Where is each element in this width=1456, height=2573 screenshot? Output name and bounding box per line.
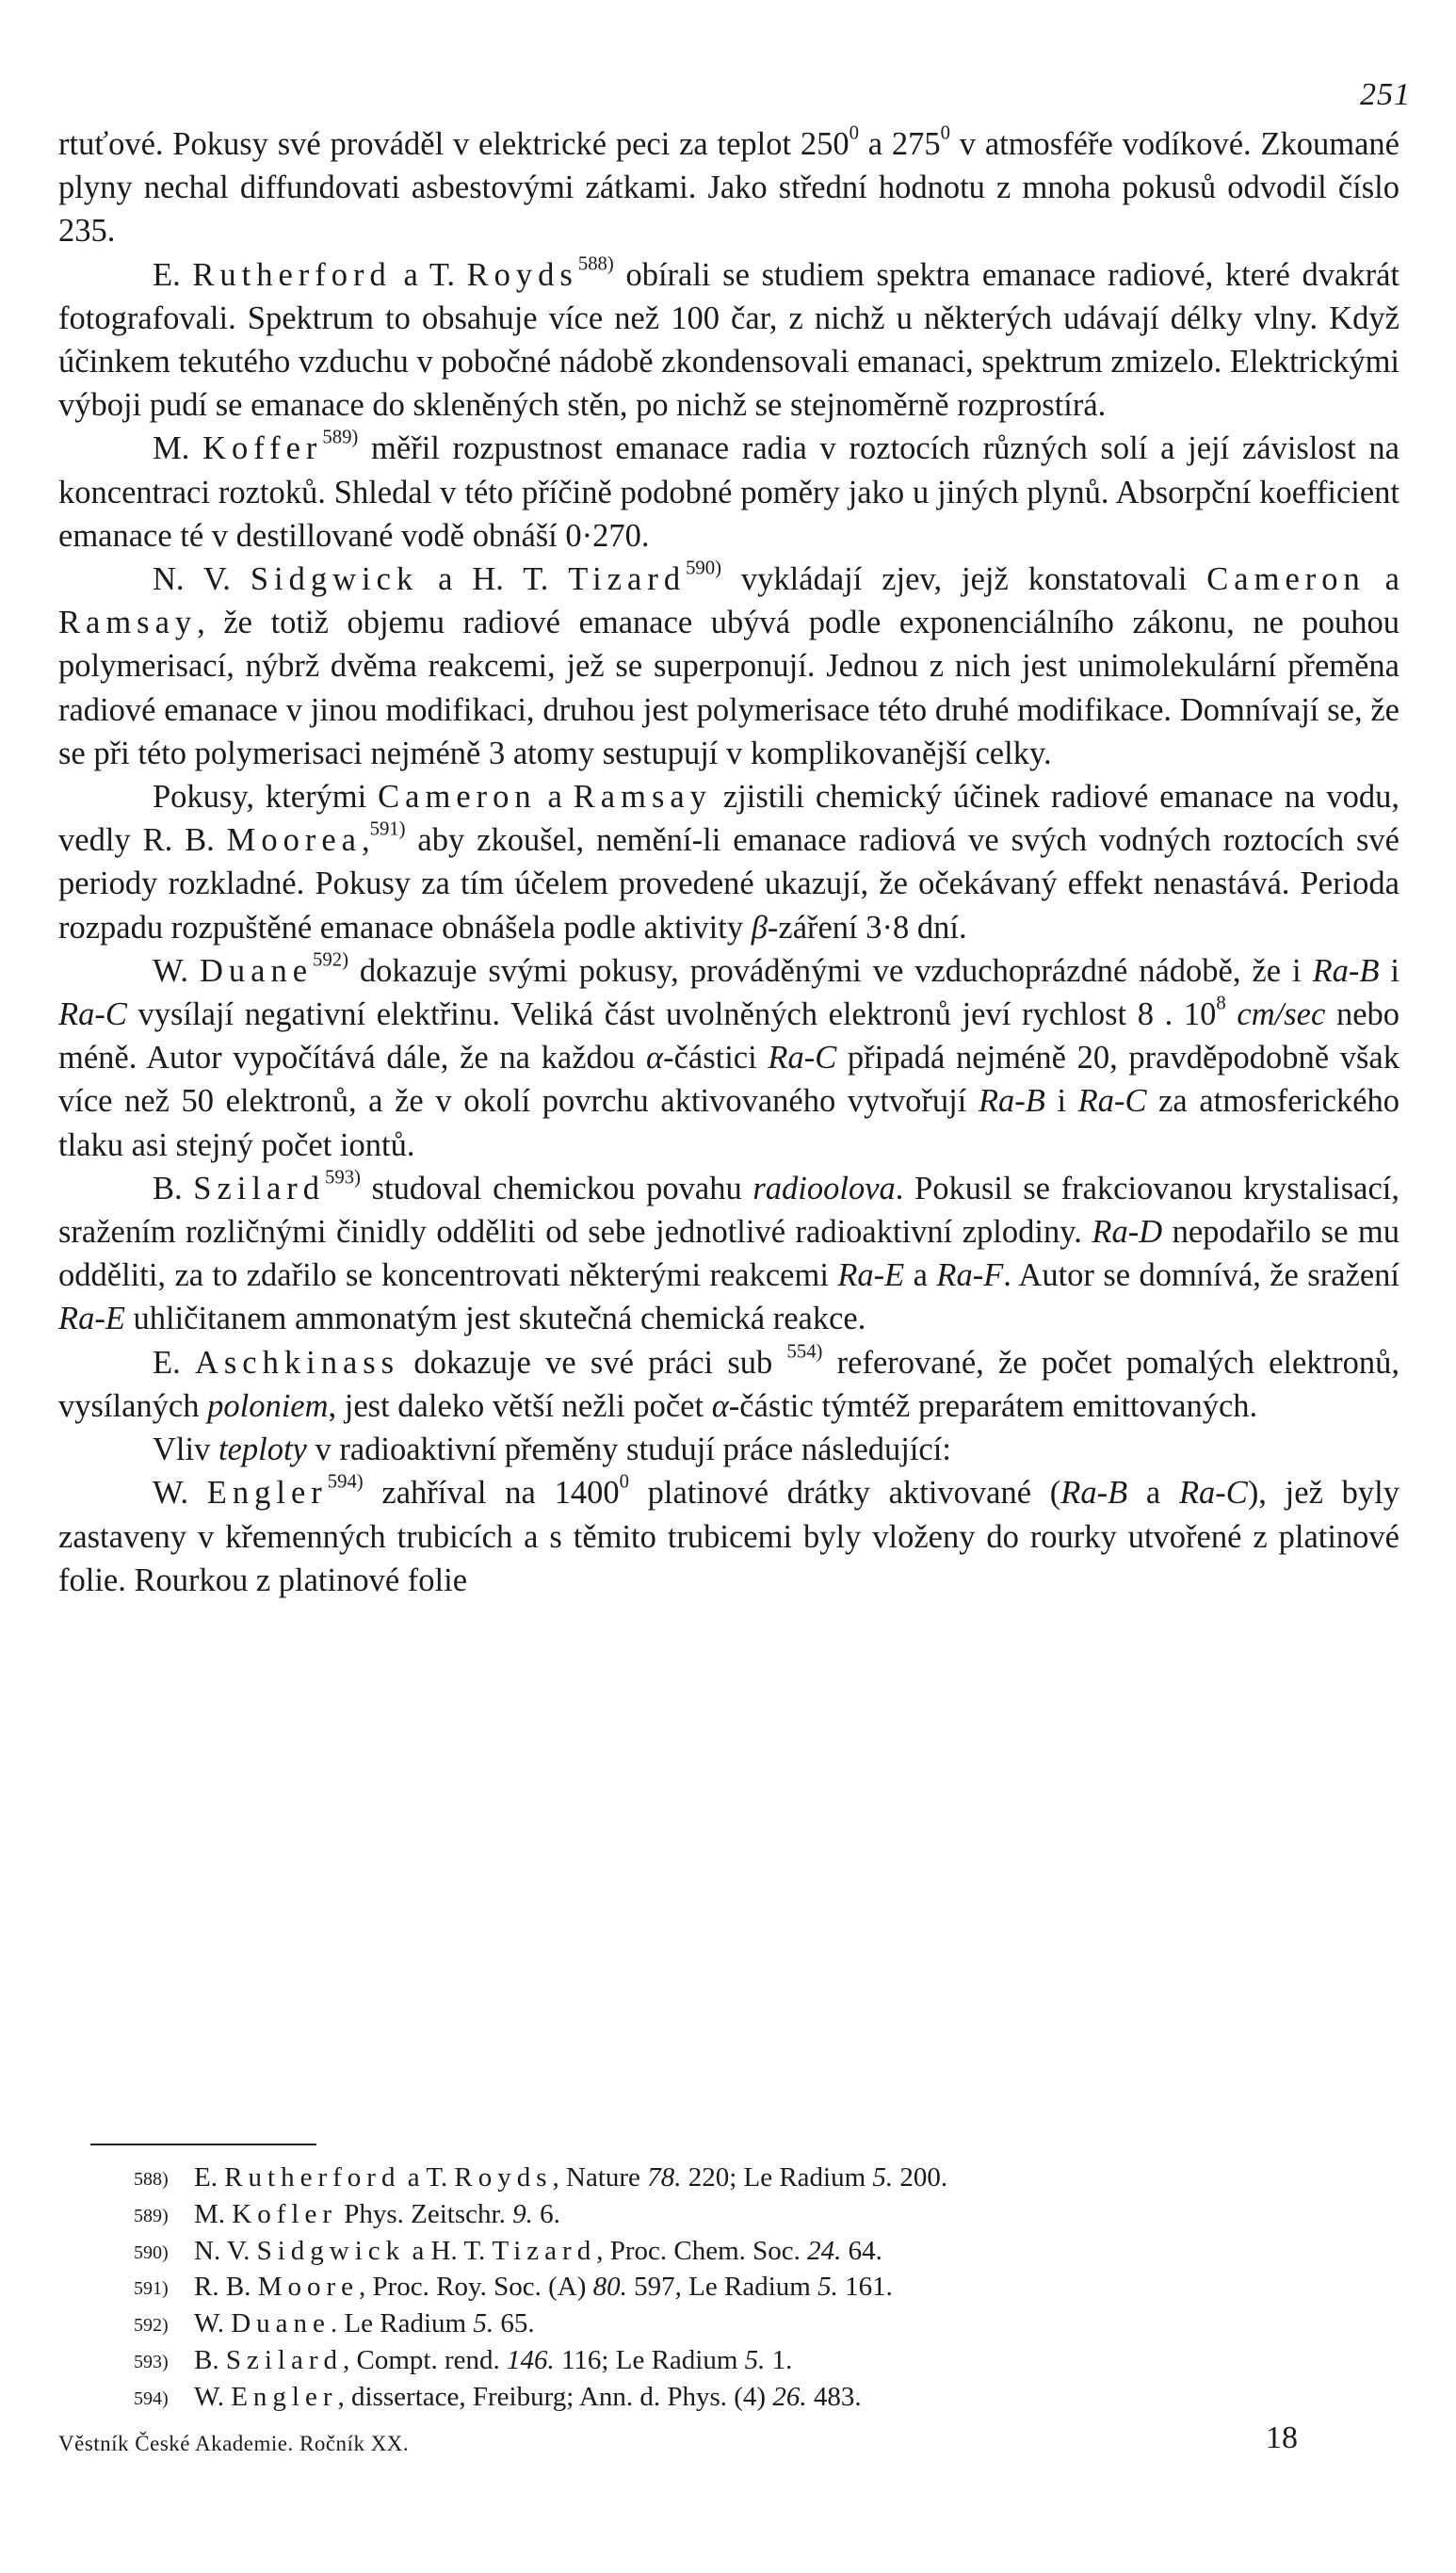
text-segment: a <box>904 1257 937 1294</box>
footnote-number: 593) <box>134 2351 169 2372</box>
spaced-name: Sidgwick <box>250 561 419 598</box>
text-segment: aby zkoušel, nemění-li emanace radiová ve svých vodných roztocích své periody rozkladné. Pokusy za tím účelem provedené ukazují, že očekávaný effekt nenastává. Perioda rozpadu rozpuštěné emanace obnášela podle aktivity <box>58 822 1399 946</box>
spaced-name: Engler <box>231 2381 338 2412</box>
text-segment: nebo méně. Autor vypočítává dále, že na každou <box>58 996 1400 1076</box>
text-segment: B. <box>194 2344 226 2375</box>
spaced-name: Duane <box>199 952 314 989</box>
text-segment: rtuťové. Pokusy své prováděl v elektrické peci za teplot 250 <box>58 126 849 162</box>
text-segment: , dissertace, Freiburg; Ann. d. Phys. (4) <box>337 2381 773 2412</box>
italic-text: α <box>645 1040 664 1076</box>
italic-text: 78. <box>647 2162 682 2193</box>
body-text <box>58 122 1399 1602</box>
text-segment: R. B. <box>194 2272 258 2303</box>
paragraph <box>58 1471 1399 1602</box>
superscript: 591) <box>369 818 406 840</box>
paragraph <box>58 1428 1399 1471</box>
text-segment: 65. <box>493 2308 535 2339</box>
spaced-name: Royds <box>466 256 578 293</box>
italic-text: Ra-C <box>768 1040 837 1076</box>
text-segment: zahříval na 1400 <box>363 1475 620 1512</box>
text-segment: W. <box>153 952 200 989</box>
text-segment: nepodařilo se mu odděliti, za to zdařilo se koncentrovati některými reakcemi <box>58 1214 1399 1294</box>
italic-text: 80. <box>592 2272 627 2303</box>
text-segment: platinové drátky aktivované ( <box>628 1475 1061 1512</box>
paragraph <box>58 122 1399 253</box>
text-segment: a T. <box>391 256 467 293</box>
spaced-name: Cameron <box>378 779 537 816</box>
footnote-text <box>194 2343 1401 2380</box>
text-segment: vykládají zjev, jejž konstatovali <box>721 561 1207 598</box>
footnote-number: 590) <box>134 2241 169 2263</box>
text-segment: -částici <box>663 1040 768 1076</box>
spaced-name: Ramsay <box>573 779 712 816</box>
paragraph <box>58 1341 1399 1428</box>
footnote <box>134 2306 1401 2343</box>
spaced-name: Ramsay <box>58 605 198 641</box>
footnote <box>134 2197 1401 2234</box>
italic-text: 5. <box>872 2162 894 2193</box>
italic-text: 5. <box>744 2344 766 2375</box>
text-segment: 200. <box>893 2162 948 2193</box>
text-segment: . Le Radium <box>330 2308 474 2339</box>
text-segment: W. <box>194 2381 232 2412</box>
spaced-name: Royds <box>454 2162 553 2193</box>
superscript: 589) <box>322 427 359 448</box>
italic-text: Ra-C <box>58 996 127 1033</box>
paragraph <box>58 558 1399 775</box>
text-segment: i <box>1379 952 1399 989</box>
footnote-number: 588) <box>134 2169 169 2190</box>
footnote-text <box>194 2306 1401 2343</box>
superscript: 590) <box>686 558 721 579</box>
paragraph <box>58 949 1399 1167</box>
text-segment: za atmosferického tlaku asi stejný počet iontů. <box>58 1083 1399 1163</box>
superscript: 0 <box>940 122 950 144</box>
text-segment: , Nature <box>552 2162 648 2193</box>
text-segment: dokazuje ve své práci sub <box>399 1344 787 1381</box>
spaced-name: Tizard <box>492 2235 597 2266</box>
footnote-text <box>194 2197 1401 2234</box>
footer-signature: 18 <box>1266 2420 1298 2455</box>
text-segment: N. V. <box>194 2235 257 2266</box>
footnote-number: 589) <box>134 2205 169 2226</box>
footnote-text <box>194 2160 1401 2197</box>
text-segment: v radioaktivní přeměny studují práce následující: <box>306 1432 951 1468</box>
text-segment: , jest daleko větší nežli počet <box>328 1387 712 1424</box>
footnote <box>134 2234 1401 2271</box>
text-segment: M. <box>194 2198 233 2229</box>
text-segment: M. <box>153 430 203 467</box>
text-segment: , že totiž objemu radiové emanace ubývá podle exponenciálního zákonu, ne pouhou polymerisací, nýbrž dvěma reakcemi, jež se superponují. Jednou z nich jest unimolekulární přeměna radiové emanace v jinou modifikaci, druhou jest polymerisace této druhé modifikace. Domnívají se, že se při této polymerisaci nejméně 3 atomy sestupují v komplikovanější celky. <box>58 605 1399 771</box>
italic-text: radioolova <box>752 1170 896 1206</box>
text-segment: Pokusy, kterými <box>153 779 379 816</box>
text-segment: zjistili chemický účinek radiové emanace na vodu, vedly R. B. <box>58 779 1399 859</box>
page-number: 251 <box>1360 77 1411 112</box>
footnote <box>134 2160 1401 2197</box>
italic-text: 26. <box>772 2381 807 2412</box>
footnote-number: 594) <box>134 2387 169 2409</box>
text-segment: . Autor se domnívá, že sražení <box>1003 1257 1399 1294</box>
text-segment: 6. <box>532 2198 560 2229</box>
text-segment: W. <box>194 2308 232 2339</box>
superscript: 0 <box>619 1471 629 1493</box>
text-segment: -záření 3·8 dní. <box>767 909 967 946</box>
italic-text: Ra-D <box>1092 1214 1163 1251</box>
footnote-separator <box>90 2144 316 2145</box>
footnote-number: 591) <box>134 2278 169 2300</box>
text-segment: , Compt. rend. <box>343 2344 507 2375</box>
italic-text: Ra-C <box>1077 1083 1147 1120</box>
italic-text: Ra-C <box>1178 1475 1248 1512</box>
text-segment: E. <box>153 1344 195 1381</box>
spaced-name: Aschkinass <box>194 1344 400 1381</box>
spaced-name: Moorea <box>226 822 362 859</box>
text-segment: , <box>361 822 370 859</box>
text-segment: 220; Le Radium <box>681 2162 873 2193</box>
paragraph <box>58 775 1399 949</box>
text-segment: W. <box>153 1475 207 1512</box>
text-segment: v atmosféře vodíkové. Zkoumané plyny nechal diffundovati asbestovými zátkami. Jako střední hodnotu z mnoha pokusů odvodil číslo 235. <box>58 126 1399 250</box>
footnotes <box>134 2160 1401 2417</box>
italic-text: 24. <box>807 2235 842 2266</box>
paragraph <box>58 1167 1399 1341</box>
italic-text: 9. <box>512 2198 533 2229</box>
italic-text: β <box>751 909 768 946</box>
text-segment: obírali se studiem spektra emanace radiové, které dvakrát fotografovali. Spektrum to obsahuje více než 100 čar, z nichž u některých udávají délky vlny. Když účinkem tekutého vzduchu v pobočné nádobě zkondensovali emanaci, spektrum zmizelo. Elektrickými výboji pudí se emanace do skleněných stěn, po nichž se stejnoměrně rozprostírá. <box>58 256 1400 424</box>
spaced-name: Koffer <box>202 430 323 467</box>
superscript: 554) <box>786 1341 823 1363</box>
footnote-text <box>194 2380 1401 2417</box>
italic-text: cm/sec <box>1237 996 1326 1033</box>
text-segment: dokazuje svými pokusy, prováděnými ve vzduchoprázdné nádobě, že i <box>348 952 1313 989</box>
italic-text: teploty <box>218 1432 307 1468</box>
text-segment: připadá nejméně 20, pravděpodobně však více než 50 elektronů, a že v okolí povrchu aktivovaného vytvořují <box>58 1040 1399 1120</box>
text-segment: 161. <box>837 2272 893 2303</box>
spaced-name: Moore <box>257 2272 360 2303</box>
footnote <box>134 2270 1401 2306</box>
text-segment: E. <box>194 2162 225 2193</box>
footnote-text <box>194 2270 1401 2306</box>
italic-text: Ra-E <box>58 1301 125 1337</box>
footnote <box>134 2380 1401 2417</box>
text-segment: a H. T. <box>418 561 569 598</box>
text-segment: , Proc. Roy. Soc. (A) <box>359 2272 593 2303</box>
spaced-name: Cameron <box>1206 561 1366 598</box>
italic-text: 5. <box>817 2272 838 2303</box>
superscript: 8 <box>1216 993 1226 1014</box>
spaced-name: Rutherford <box>192 256 392 293</box>
text-segment: a 275 <box>858 126 941 162</box>
text-segment: N. V. <box>153 561 251 598</box>
paragraph <box>58 253 1399 428</box>
italic-text: Ra-E <box>837 1257 905 1294</box>
footnote <box>134 2343 1401 2380</box>
text-segment: . Pokusil se frakciovanou krystalisací, sražením rozličnými činidly odděliti od sebe jednotlivé radioaktivní zplodiny. <box>58 1170 1399 1251</box>
italic-text: Ra-B <box>1060 1475 1128 1512</box>
text-segment: vysílají negativní elektřinu. Veliká část uvolněných elektronů jeví rychlost 8 . 10 <box>126 996 1217 1033</box>
spaced-name: Sidgwick <box>256 2235 406 2266</box>
text-segment: 116; Le Radium <box>554 2344 745 2375</box>
footnote-text <box>194 2234 1401 2271</box>
superscript: 593) <box>325 1167 361 1189</box>
text-segment: 64. <box>841 2235 882 2266</box>
text-segment: a <box>1365 561 1399 598</box>
spaced-name: Duane <box>231 2308 331 2339</box>
text-segment: měřil rozpustnost emanace radia v roztocích různých solí a její závislost na koncentraci roztoků. Shledal v této příčině podobné poměry jako u jiných plynů. Absorpční koefficient emanace té v destillované vodě obnáší 0·270. <box>58 430 1399 554</box>
text-segment: -částic týmtéž preparátem emittovaných. <box>728 1387 1258 1424</box>
spaced-name: Szilard <box>225 2344 343 2375</box>
superscript: 588) <box>577 253 614 275</box>
italic-text: 5. <box>473 2308 494 2339</box>
text-segment: ), jež byly zastaveny v křemenných trubicích a s těmito trubicemi byly vloženy do rourky utvořené z platinové folie. Rourkou z platinové folie <box>58 1475 1399 1598</box>
text-segment: a H. T. <box>405 2235 493 2266</box>
text-segment: 483. <box>806 2381 862 2412</box>
footer-journal: Věstník České Akademie. Ročník XX. <box>58 2432 410 2455</box>
italic-text: 146. <box>507 2344 555 2375</box>
italic-text: Ra-B <box>978 1083 1045 1120</box>
spaced-name: Tizard <box>568 561 687 598</box>
spaced-name: Engler <box>206 1475 328 1512</box>
paragraph <box>58 427 1399 558</box>
text-segment: studoval chemickou povahu <box>360 1170 753 1206</box>
text-segment: , Proc. Chem. Soc. <box>596 2235 808 2266</box>
superscript: 592) <box>313 949 348 971</box>
spaced-name: Szilard <box>193 1170 326 1206</box>
spaced-name: Kofler <box>232 2198 337 2229</box>
italic-text: Ra-B <box>1312 952 1380 989</box>
text-segment: a <box>536 779 574 816</box>
text-segment: E. <box>153 256 193 293</box>
italic-text: Ra-F <box>936 1257 1004 1294</box>
footnote-number: 592) <box>134 2315 169 2337</box>
superscript: 594) <box>327 1471 364 1493</box>
text-segment: B. <box>153 1170 194 1206</box>
text-segment: i <box>1044 1083 1078 1120</box>
italic-text: poloniem <box>207 1387 329 1424</box>
text-segment: referované, že počet pomalých elektronů, vysílaných <box>58 1344 1400 1424</box>
text-segment: uhličitanem ammonatým jest skutečná chemická reakce. <box>124 1301 866 1337</box>
text-segment: a T. <box>400 2162 455 2193</box>
spaced-name: Rutherford <box>224 2162 401 2193</box>
superscript: 0 <box>849 122 859 144</box>
text-segment: Phys. Zeitschr. <box>336 2198 513 2229</box>
text-segment: a <box>1127 1475 1179 1512</box>
text-segment: 1. <box>765 2344 793 2375</box>
text-segment <box>1226 996 1238 1032</box>
text-segment: Vliv <box>153 1432 218 1468</box>
text-segment: 597, Le Radium <box>626 2272 818 2303</box>
italic-text: α <box>711 1387 729 1424</box>
